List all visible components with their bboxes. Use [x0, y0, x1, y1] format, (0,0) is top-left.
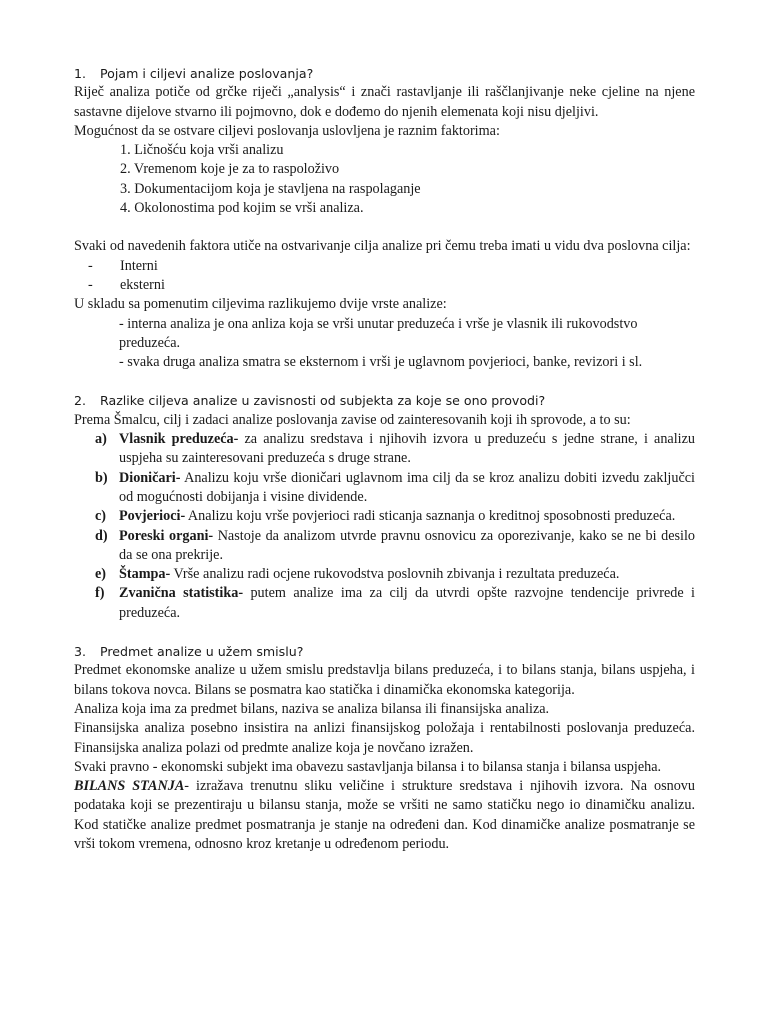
paragraph: Mogućnost da se ostvare ciljevi poslovanja uslovljena je raznim faktorima:: [74, 122, 500, 139]
paragraph: U skladu sa pomenutim ciljevima razlikujemo dvije vrste analize:: [74, 296, 447, 313]
term: Dioničari-: [119, 469, 181, 486]
paragraph: Svaki od navedenih faktora utiče na ostvarivanje cilja analize pri čemu treba imati u vidu dva poslovna cilja:: [74, 238, 691, 255]
bilans-stanja-term: BILANS STANJA: [74, 778, 185, 795]
dash-bullet: -: [88, 257, 93, 274]
list-item: c) Povjerioci- Analizu koju vrše povjerioci radi sticanja saznanja o kreditnoj sposobnosti preduzeća.: [74, 507, 695, 526]
list-item: b) Dioničari- Analizu koju vrše dioničari uglavnom ima cilj da se kroz analizu dobiti izvedu zaključci od mogućnosti dobijanja i visine dividende.: [95, 469, 695, 505]
document-page: [74, 64, 695, 854]
list-item: e) Štampa- Vrše analizu radi ocjene rukovodstva poslovnih zbivanja i rezultata preduzeća.: [74, 565, 695, 584]
list-item: - Interni: [88, 257, 695, 276]
list-item: a) Vlasnik preduzeća- za analizu sredstava i njihovih izvora u preduzeću s jedne strane, i analizu uspjeha su zainteresovani preduzeća s druge strane.: [95, 431, 695, 467]
paragraph: Analiza koja ima za predmet bilans, naziva se analiza bilansa ili finansijska analiza.: [74, 700, 550, 717]
section-number: 1.: [74, 66, 87, 81]
goals-list: [74, 257, 695, 296]
list-item: 4. Okolonostima pod kojim se vrši analiza.: [120, 200, 364, 217]
list-item: - svaka druga analiza smatra se eksternom i vrši je uglavnom povjerioci, banke, revizori i sl.: [119, 354, 643, 371]
list-marker: e): [95, 566, 107, 583]
paragraph: BILANS STANJA- izražava trenutnu sliku veličine i strukture sredstava i njihovih izvora. Na osnovu podataka koji se prezentiraju u bilansu stanja, može se vršiti ne samo statičku nego io dinamičku analizu. Kod statičke analize predmet posmatranja je stanje na određeni dan. Kod dinamičke analize posmatranje se vrši tokom vremena, odnosno kroz kretanje u određenom periodu.: [74, 778, 695, 852]
section-1-heading: [74, 64, 695, 83]
section-title: Razlike ciljeva analize u zavisnosti od subjekta za koje se ono provodi?: [100, 393, 546, 409]
dash-bullet: -: [88, 276, 93, 293]
paragraph: Svaki pravno - ekonomski subjekt ima obavezu sastavljanja bilansa i to bilansa stanja i bilansa uspjeha.: [74, 758, 662, 775]
section-title: Pojam i ciljevi analize poslovanja?: [100, 66, 314, 81]
term: Povjerioci-: [119, 508, 186, 525]
section-2-heading: [74, 391, 695, 410]
section-number: 3.: [74, 644, 87, 660]
paragraph: Finansijska analiza posebno insistira na anlizi finansijskog položaja i rentabilnosti poslovanja preduzeća. Finansijska analiza polazi od predmte analize koja je novčano izražen.: [74, 720, 695, 756]
list-marker: d): [95, 527, 108, 544]
list-item: 3. Dokumentacijom koja je stavljena na raspolaganje: [120, 180, 421, 197]
term: Vlasnik preduzeća-: [119, 431, 239, 448]
section-3-heading: [74, 642, 695, 661]
list-marker: f): [95, 585, 105, 602]
term: Poreski organi-: [119, 527, 214, 544]
term: Zvanična statistika-: [119, 585, 244, 602]
list-item: f) Zvanična statistika- putem analize ima za cilj da utvrdi opšte razvojne tendencije privrede i preduzeća.: [95, 585, 695, 621]
list-item: - interna analiza je ona anliza koja se vrši unutar preduzeća i vrše je vlasnik ili rukovodstvo preduzeća.: [119, 315, 638, 351]
list-marker: a): [95, 431, 107, 448]
paragraph: Prema Šmalcu, cilj i zadaci analize poslovanja zavise od zainteresovanih koji ih sprovode, a to su:: [74, 411, 631, 428]
section-number: 2.: [74, 393, 87, 409]
list-item: 2. Vremenom koje je za to raspoloživo: [120, 161, 340, 178]
term: Štampa-: [119, 566, 171, 583]
list-item: 1. Ličnošću koja vrši analizu: [120, 142, 284, 159]
subjects-list: [74, 430, 695, 623]
list-marker: c): [95, 508, 107, 525]
list-marker: b): [95, 469, 108, 486]
paragraph: Predmet ekonomske analize u užem smislu predstavlja bilans preduzeća, i to bilans stanja, bilans uspjeha, i bilans tokova novca. Bilans se posmatra kao statička i dinamička ekonomska kategorija.: [74, 662, 695, 698]
section-title: Predmet analize u užem smislu?: [100, 644, 304, 660]
paragraph: Riječ analiza potiče od grčke riječi „analysis“ i znači rastavljanje ili raščlanjivanje neke cjeline na njene sastavne dijelove stvarno ili pojmovno, dok e dođemo do njenih elemenata koji nisu djeljivi.: [74, 84, 695, 120]
list-item: - eksterni: [88, 276, 695, 295]
factors-list: [74, 141, 695, 218]
list-item: d) Poreski organi- Nastoje da analizom utvrde pravnu osnovicu za oporezivanje, kako se ne bi desilo da se ona prekrije.: [95, 527, 695, 563]
